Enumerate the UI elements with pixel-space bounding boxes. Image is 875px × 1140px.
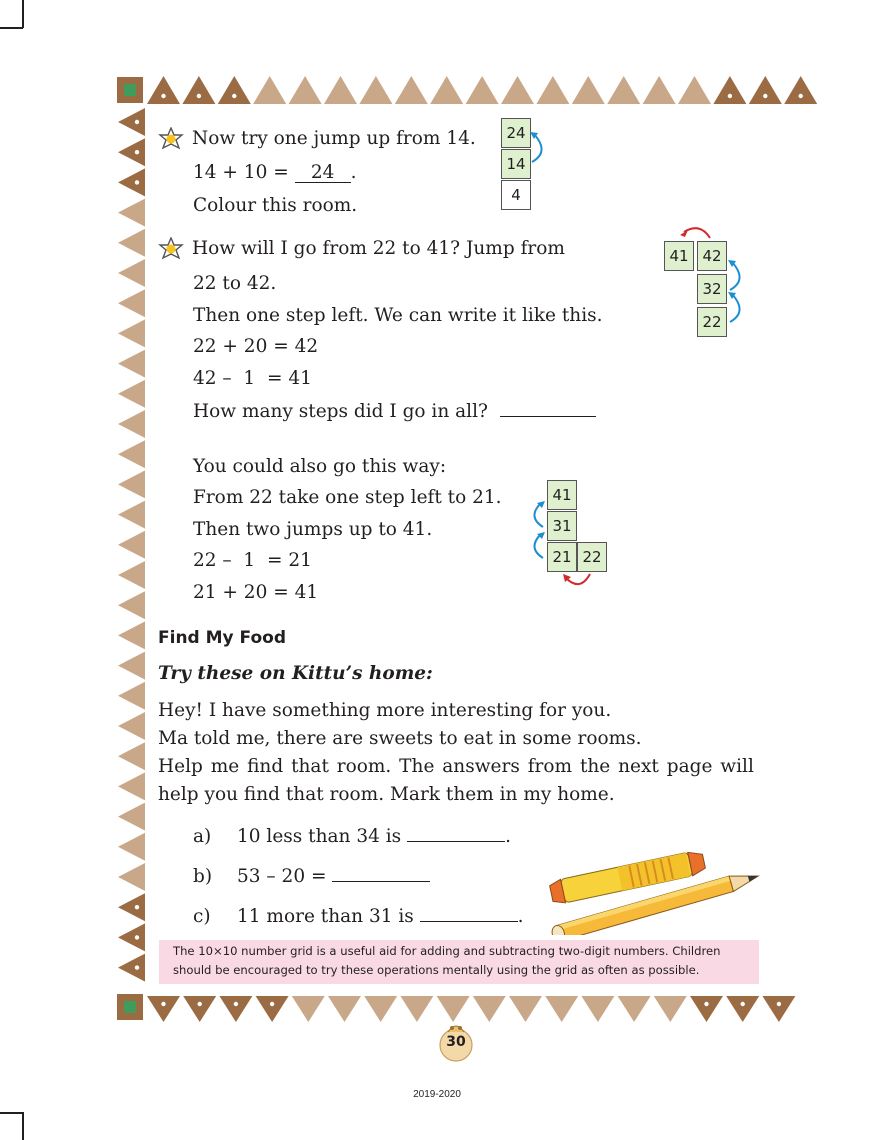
border-triangle — [182, 76, 215, 104]
border-dot — [197, 94, 201, 98]
border-dot — [763, 94, 767, 98]
border-triangle — [328, 996, 361, 1022]
exercise2-question — [193, 400, 596, 423]
border-triangle — [400, 996, 433, 1022]
grid-cell: 24 — [501, 118, 531, 148]
border-triangle — [118, 893, 145, 921]
border-dot — [161, 1002, 165, 1006]
paragraph-line: Ma told me, there are sweets to eat in some rooms. — [158, 728, 642, 749]
border-triangle — [118, 199, 145, 227]
question-text: How many steps did I go in all? — [193, 401, 488, 422]
border-dot — [799, 94, 803, 98]
paragraph-line: Help me find that room. The answers from the next page will — [158, 756, 754, 777]
jump-up-arrow-icon — [528, 128, 554, 168]
border-dot — [198, 1002, 202, 1006]
border-triangle — [183, 996, 216, 1022]
exercise3-intro: You could also go this way: — [193, 456, 447, 477]
border-triangle — [218, 76, 251, 104]
grid-cell: 41 — [547, 480, 577, 510]
exercise3-line2: Then two jumps up to 41. — [193, 519, 433, 540]
question-label: c) — [193, 906, 211, 927]
star-icon — [158, 237, 184, 263]
border-triangle — [784, 76, 817, 104]
grid-cell: 41 — [664, 241, 694, 271]
border-dot — [135, 150, 139, 154]
question-b — [193, 865, 430, 888]
step-left-arrow-icon — [676, 222, 716, 242]
border-triangle — [618, 996, 651, 1022]
border-corner-center — [124, 84, 136, 96]
border-triangle — [118, 380, 145, 408]
border-triangle — [118, 138, 145, 166]
border-triangle — [118, 652, 145, 680]
grid-cell: 21 — [547, 542, 577, 572]
border-triangle — [678, 76, 711, 104]
question-end: . — [517, 906, 524, 927]
border-triangle — [118, 712, 145, 740]
note-line: The 10×10 number grid is a useful aid for adding and subtracting two-digit numbers. Children — [173, 944, 721, 958]
question-c — [193, 905, 524, 928]
question-a — [193, 825, 511, 848]
exercise2-eq1: 22 + 20 = 42 — [193, 336, 319, 357]
border-triangle — [219, 996, 252, 1022]
exercise2-eq2: 42 – 1 = 41 — [193, 368, 312, 389]
border-triangle — [118, 531, 145, 559]
exercise3-line1: From 22 take one step left to 21. — [193, 487, 502, 508]
exercise3-eq2: 21 + 20 = 41 — [193, 582, 319, 603]
border-triangle — [253, 76, 286, 104]
section-title: Find My Food — [158, 628, 286, 648]
exercise2-line3: Then one step left. We can write it like this. — [193, 305, 603, 326]
border-triangle — [118, 621, 145, 649]
border-triangle — [509, 996, 542, 1022]
border-dot — [135, 120, 139, 124]
answer-blank[interactable] — [420, 905, 518, 922]
border-triangle — [118, 470, 145, 498]
star-icon — [158, 127, 184, 153]
border-triangle — [118, 501, 145, 529]
border-corner-center — [124, 1001, 136, 1013]
border-triangle — [324, 76, 357, 104]
border-triangle — [749, 76, 782, 104]
exercise1-equation — [193, 162, 357, 184]
question-text: 11 more than 31 is — [237, 906, 414, 927]
question-label: b) — [193, 866, 213, 887]
border-dot — [234, 1002, 238, 1006]
border-dot — [704, 1002, 708, 1006]
border-triangle — [364, 996, 397, 1022]
border-triangle — [118, 350, 145, 378]
border-triangle — [607, 76, 640, 104]
question-text: 53 – 20 = — [237, 866, 327, 887]
exercise2-prompt: How will I go from 22 to 41? Jump from — [192, 238, 565, 259]
paragraph-line: help you find that room. Mark them in my home. — [158, 784, 615, 805]
grid-cell: 22 — [697, 307, 727, 337]
border-triangle — [118, 108, 145, 136]
exercise1-instruction: Colour this room. — [193, 195, 358, 216]
border-triangle — [118, 923, 145, 951]
border-triangle — [118, 803, 145, 831]
teacher-note — [159, 940, 759, 984]
border-dot — [135, 905, 139, 909]
answer-blank[interactable] — [500, 400, 596, 417]
note-line: should be encouraged to try these operations mentally using the grid as often as possible. — [173, 963, 700, 977]
exercise1-prompt: Now try one jump up from 14. — [192, 128, 476, 149]
border-triangle — [118, 682, 145, 710]
border-triangle — [118, 168, 145, 196]
grid-cell: 32 — [697, 274, 727, 304]
jump-up-arrow-icon — [726, 288, 752, 328]
border-dot — [777, 1002, 781, 1006]
section-subtitle: Try these on Kittu’s home: — [158, 663, 433, 684]
border-dot — [741, 1002, 745, 1006]
border-dot — [161, 94, 165, 98]
question-label: a) — [193, 826, 212, 847]
answer-blank[interactable] — [332, 865, 430, 882]
footer-year: 2019-2020 — [413, 1089, 461, 1100]
border-triangle — [118, 954, 145, 982]
question-end: . — [505, 826, 511, 847]
border-triangle — [690, 996, 723, 1022]
border-triangle — [581, 996, 614, 1022]
border-dot — [728, 94, 732, 98]
answer-blank[interactable] — [407, 825, 505, 842]
equation-text: 14 + 10 = — [193, 162, 289, 183]
border-dot — [232, 94, 236, 98]
border-triangle — [118, 833, 145, 861]
border-triangle — [256, 996, 289, 1022]
exercise3-eq1: 22 – 1 = 21 — [193, 550, 312, 571]
exercise2-line2: 22 to 42. — [193, 273, 277, 294]
border-triangle — [713, 76, 746, 104]
border-triangle — [118, 440, 145, 468]
grid-cell: 14 — [501, 149, 531, 179]
border-triangle — [118, 410, 145, 438]
border-triangle — [572, 76, 605, 104]
border-triangle — [501, 76, 534, 104]
border-triangle — [430, 76, 463, 104]
answer-blank[interactable]: 24 — [295, 164, 351, 183]
border-triangle — [118, 863, 145, 891]
border-dot — [135, 935, 139, 939]
border-triangle — [118, 742, 145, 770]
border-dot — [270, 1002, 274, 1006]
page-number: 30 — [446, 1034, 466, 1050]
border-triangle — [118, 289, 145, 317]
pencils-illustration — [540, 835, 772, 935]
step-left-arrow-icon — [560, 570, 596, 592]
border-triangle — [118, 561, 145, 589]
border-triangle — [762, 996, 795, 1022]
grid-cell: 42 — [697, 241, 727, 271]
border-dot — [135, 965, 139, 969]
border-triangle — [359, 76, 392, 104]
border-triangle — [118, 591, 145, 619]
paragraph-line: Hey! I have something more interesting for you. — [158, 700, 612, 721]
border-triangle — [466, 76, 499, 104]
border-triangle — [654, 996, 687, 1022]
border-triangle — [643, 76, 676, 104]
equation-end: . — [350, 162, 357, 183]
border-triangle — [536, 76, 569, 104]
border-triangle — [118, 229, 145, 257]
border-dot — [135, 180, 139, 184]
border-triangle — [147, 76, 180, 104]
border-triangle — [395, 76, 428, 104]
border-triangle — [118, 772, 145, 800]
border-triangle — [545, 996, 578, 1022]
grid-cell: 4 — [501, 180, 531, 210]
border-triangle — [147, 996, 180, 1022]
jump-up-arrow-icon — [525, 528, 549, 564]
grid-cell: 22 — [577, 542, 607, 572]
border-triangle — [118, 319, 145, 347]
border-triangle — [289, 76, 322, 104]
border-triangle — [726, 996, 759, 1022]
border-triangle — [292, 996, 325, 1022]
grid-cell: 31 — [547, 511, 577, 541]
border-triangle — [118, 259, 145, 287]
question-text: 10 less than 34 is — [237, 826, 402, 847]
